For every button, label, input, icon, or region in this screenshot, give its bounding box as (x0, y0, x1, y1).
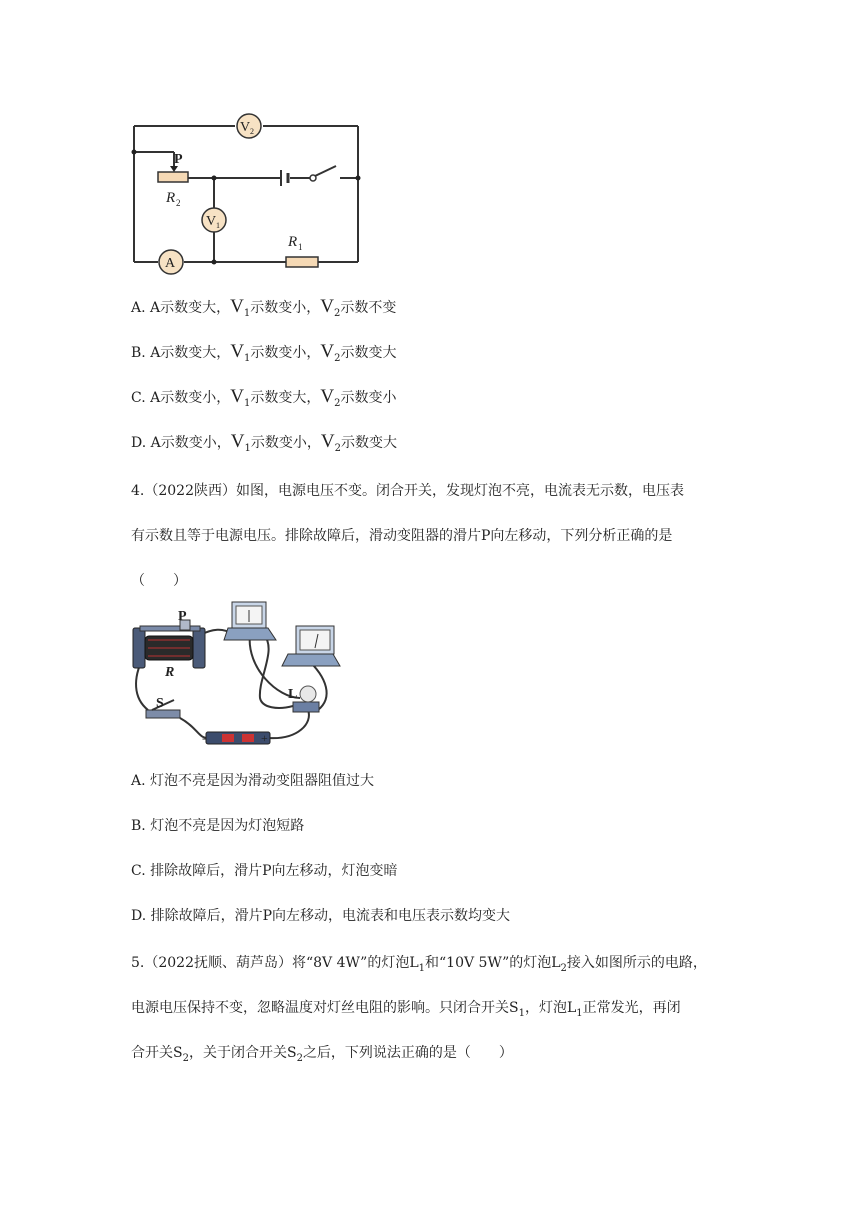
v1-label: V (206, 214, 217, 229)
q4-option-b: B. 灯泡不亮是因为灯泡短路 (131, 818, 305, 834)
q3-option-c: C. A示数变小，$V_1$示数变大，$V_2$示数变小 (131, 386, 397, 409)
r2-label: R (166, 190, 176, 206)
slider-p-label: P (178, 609, 187, 624)
circuit-diagram-q3 (128, 110, 368, 280)
rheostat-r-label: R (165, 665, 175, 680)
ammeter-label: A (165, 256, 176, 271)
v1-sub: 1 (216, 221, 220, 230)
v2-sub: 2 (250, 127, 254, 136)
q4-stem-line-3: （ ） (131, 573, 187, 589)
circuit-photo-q4 (128, 598, 358, 758)
q3-option-b: B. A示数变大，$V_1$示数变小，$V_2$示数变大 (131, 341, 397, 364)
slider-p-label: P (174, 152, 183, 167)
q5-stem-line-2: 电源电压保持不变，忽略温度对灯丝电阻的影响。只闭合开关$S_1$，灯泡$L_1$正常发光，再闭 (131, 1000, 681, 1019)
switch-s-label: S (156, 696, 164, 711)
r1-label: R (288, 234, 298, 250)
q4-stem-line-2: 有示数且等于电源电压。排除故障后，滑动变阻器的滑片P向左移动，下列分析正确的是 (131, 528, 673, 544)
q3-option-a: A. A示数变大，$V_1$示数变小，$V_2$示数不变 (131, 296, 397, 319)
r1-sub: 1 (298, 242, 303, 252)
q5-stem-line-3: 合开关$S_2$，关于闭合开关$S_2$之后，下列说法正确的是（ ） (131, 1045, 513, 1064)
ammeter-icon (224, 602, 276, 640)
voltmeter-icon (282, 626, 340, 666)
q4-option-d: D. 排除故障后，滑片P向左移动，电流表和电压表示数均变大 (131, 908, 511, 924)
q4-option-a: A. 灯泡不亮是因为滑动变阻器阻值过大 (131, 773, 375, 789)
lamp-l-label: L (288, 687, 298, 702)
battery-minus: - (202, 731, 206, 745)
rheostat-icon (133, 620, 205, 668)
r2-sub: 2 (176, 198, 181, 208)
v2-label: V (240, 120, 251, 135)
q4-option-c: C. 排除故障后，滑片P向左移动，灯泡变暗 (131, 863, 398, 879)
battery-plus: + (261, 731, 268, 745)
q4-stem-line-1: 4.（2022陕西）如图，电源电压不变。闭合开关，发现灯泡不亮，电流表无示数，电压表 (131, 483, 684, 499)
q3-option-d: D. A示数变小，$V_1$示数变小，$V_2$示数变大 (131, 431, 397, 454)
q5-stem-line-1: 5.（2022抚顺、葫芦岛）将“8V 4W”的灯泡$L_1$和“10V 5W”的灯泡$L_2$接入如图所示的电路， (131, 955, 707, 974)
